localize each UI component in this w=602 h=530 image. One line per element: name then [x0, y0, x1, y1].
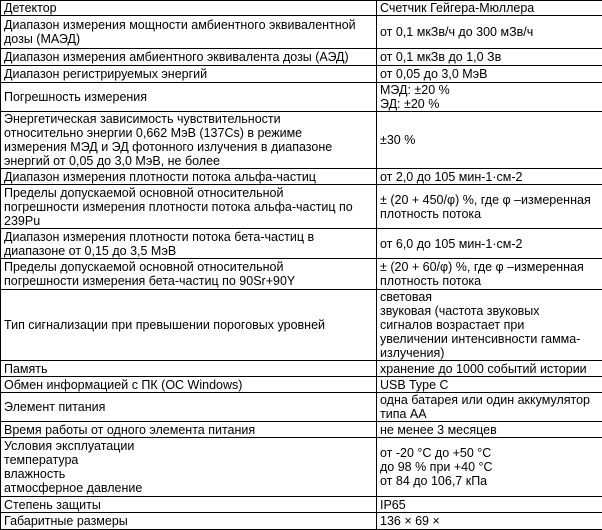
value-line: IP65	[380, 498, 599, 512]
table-row	[1, 112, 602, 169]
header-row	[1, 1, 602, 16]
value-cell	[377, 229, 602, 259]
value-line: световая	[380, 290, 599, 304]
param-cell	[1, 438, 377, 497]
param-line: Степень защиты	[4, 498, 373, 512]
param-line: Энергетическая зависимость чувствительности	[4, 112, 373, 126]
value-line: ±30 %	[380, 133, 599, 147]
header-param-cell	[1, 1, 377, 16]
param-cell	[1, 229, 377, 259]
param-line: влажность	[4, 467, 373, 481]
param-line: погрешности измерения плотности потока альфа-частиц по	[4, 200, 373, 214]
value-line: плотность потока	[380, 274, 599, 288]
param-cell	[1, 377, 377, 393]
header-value-cell	[377, 1, 602, 16]
table-row	[1, 438, 602, 497]
param-line: атмосферное давление	[4, 481, 373, 495]
value-line: сигналов возрастает при	[380, 318, 599, 332]
table-row	[1, 185, 602, 229]
table-row	[1, 513, 602, 530]
table-row	[1, 377, 602, 393]
table-row	[1, 290, 602, 361]
table-row	[1, 66, 602, 83]
param-line: Диапазон регистрируемых энергий	[4, 67, 373, 81]
value-cell	[377, 393, 602, 422]
value-cell	[377, 49, 602, 66]
value-line: ± (20 + 450/φ) %, где φ –измеренная	[380, 193, 599, 207]
value-cell	[377, 377, 602, 393]
value-line: ± (20 + 60/φ) %, где φ –измеренная	[380, 260, 599, 274]
param-line: измерения МЭД и ЭД фотонного излучения в диапазоне	[4, 140, 373, 154]
param-line: относительно энергии 0,662 МэВ (137Cs) в режиме	[4, 126, 373, 140]
value-cell	[377, 438, 602, 497]
table-row	[1, 259, 602, 290]
value-cell	[377, 169, 602, 185]
value-line: звуковая (частота звуковых	[380, 304, 599, 318]
table-row	[1, 16, 602, 49]
param-line: Габаритные размеры	[4, 514, 373, 528]
table-row	[1, 169, 602, 185]
value-cell	[377, 290, 602, 361]
value-line: от 6,0 до 105 мин-1·см-2	[380, 237, 599, 251]
param-line: дозы (МАЭД)	[4, 32, 373, 46]
param-line: Тип сигнализации при превышении пороговых уровней	[4, 318, 373, 332]
param-line: Диапазон измерения амбиентного эквивалента дозы (АЭД)	[4, 50, 373, 64]
param-cell	[1, 83, 377, 112]
value-line: от 2,0 до 105 мин-1·см-2	[380, 170, 599, 184]
value-cell	[377, 422, 602, 438]
param-line: Диапазон измерения мощности амбиентного эквивалентной	[4, 18, 373, 32]
param-line: Обмен информацией с ПК (ОС Windows)	[4, 378, 373, 392]
param-line: Условия эксплуатации	[4, 439, 373, 453]
param-cell	[1, 16, 377, 49]
param-cell	[1, 49, 377, 66]
table-row	[1, 229, 602, 259]
param-line: Элемент питания	[4, 400, 373, 414]
param-cell	[1, 169, 377, 185]
value-cell	[377, 16, 602, 49]
param-cell	[1, 185, 377, 229]
value-cell	[377, 513, 602, 530]
value-cell	[377, 83, 602, 112]
value-line: 136 × 69 ×	[380, 514, 599, 528]
param-cell	[1, 393, 377, 422]
table-row	[1, 361, 602, 377]
param-line: Диапазон измерения плотности потока бета-частиц в	[4, 230, 373, 244]
param-line: Время работы от одного элемента питания	[4, 423, 373, 437]
param-line: Погрешность измерения	[4, 90, 373, 104]
table-row	[1, 422, 602, 438]
param-line: Память	[4, 362, 373, 376]
table-row	[1, 49, 602, 66]
value-cell	[377, 185, 602, 229]
value-line: от 0,1 мкЗв/ч до 300 мЗв/ч	[380, 25, 599, 39]
param-line: 239Pu	[4, 214, 373, 228]
header-value-label: Счетчик Гейгера-Мюллера	[380, 1, 599, 15]
value-line: от -20 °С до +50 °С	[380, 446, 599, 460]
value-line: не менее 3 месяцев	[380, 423, 599, 437]
value-cell	[377, 361, 602, 377]
value-line: одна батарея или один аккумулятор	[380, 393, 599, 407]
param-line: Диапазон измерения плотности потока альфа-частиц	[4, 170, 373, 184]
param-line: Пределы допускаемой основной относительной	[4, 260, 373, 274]
value-line: увеличении интенсивности гамма-	[380, 332, 599, 346]
param-line: температура	[4, 453, 373, 467]
value-cell	[377, 66, 602, 83]
spec-table-body	[1, 1, 602, 530]
param-cell	[1, 290, 377, 361]
value-line: ЭД: ±20 %	[380, 97, 599, 111]
param-cell	[1, 66, 377, 83]
value-line: от 0,1 мкЗв до 1,0 Зв	[380, 50, 599, 64]
param-line: энергий от 0,05 до 3,0 МэВ, не более	[4, 154, 373, 168]
param-line: диапазоне от 0,15 до 3,5 МэВ	[4, 244, 373, 258]
value-line: плотность потока	[380, 207, 599, 221]
param-cell	[1, 112, 377, 169]
table-row	[1, 83, 602, 112]
header-param-label: Детектор	[4, 1, 373, 15]
value-line: типа AA	[380, 407, 599, 421]
param-cell	[1, 422, 377, 438]
param-cell	[1, 361, 377, 377]
value-line: хранение до 1000 событий истории	[380, 362, 599, 376]
table-row	[1, 393, 602, 422]
value-line: от 84 до 106,7 кПа	[380, 474, 599, 488]
table-row	[1, 497, 602, 513]
value-line: USB Type C	[380, 378, 599, 392]
value-line: МЭД: ±20 %	[380, 83, 599, 97]
value-cell	[377, 112, 602, 169]
param-line: Пределы допускаемой основной относительной	[4, 186, 373, 200]
value-line: излучения)	[380, 346, 599, 360]
value-line: до 98 % при +40 °С	[380, 460, 599, 474]
value-line: от 0,05 до 3,0 МэВ	[380, 67, 599, 81]
param-line: погрешности измерения бета-частиц по 90Sr+90Y	[4, 274, 373, 288]
param-cell	[1, 259, 377, 290]
param-cell	[1, 497, 377, 513]
value-cell	[377, 497, 602, 513]
value-cell	[377, 259, 602, 290]
param-cell	[1, 513, 377, 530]
